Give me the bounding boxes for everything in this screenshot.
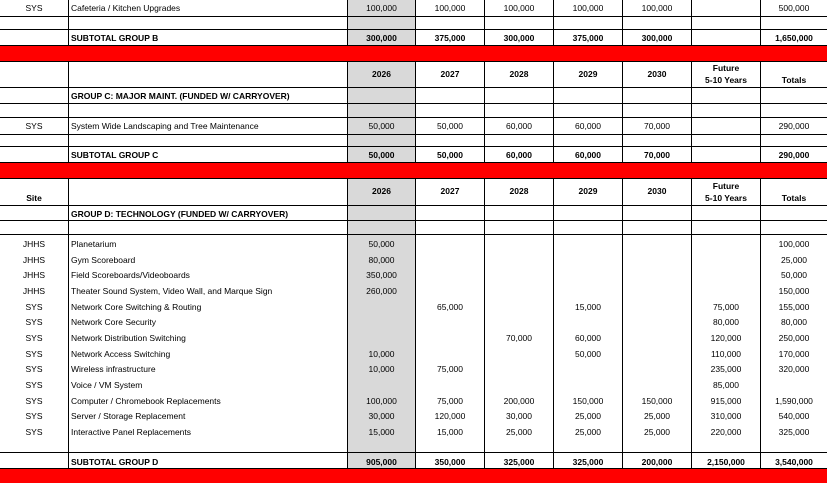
value-cell-2030 bbox=[623, 283, 691, 299]
value-cell-2028 bbox=[485, 267, 553, 283]
totals-header: Totals bbox=[781, 75, 807, 85]
description-cell: Server / Storage Replacement bbox=[71, 411, 186, 421]
value-cell-future: 75,000 bbox=[713, 302, 739, 312]
site-cell: SYS bbox=[25, 411, 43, 421]
value-cell-2029: 60,000 bbox=[575, 333, 601, 343]
year-header: 2027 bbox=[440, 186, 460, 196]
group-separator-band bbox=[0, 162, 827, 178]
value-cell-2028 bbox=[485, 377, 553, 393]
value-cell-total: 25,000 bbox=[781, 255, 807, 265]
description-cell: Cafeteria / Kitchen Upgrades bbox=[71, 3, 181, 13]
value-cell-2026: 15,000 bbox=[368, 427, 395, 437]
year-header: 2027 bbox=[440, 69, 460, 79]
subtotal-cell-2030: 200,000 bbox=[641, 457, 673, 467]
grid-line bbox=[68, 61, 69, 162]
value-cell-2030 bbox=[623, 314, 691, 330]
value-cell-future: 85,000 bbox=[713, 380, 739, 390]
subtotal-cell-2028: 325,000 bbox=[503, 457, 535, 467]
value-cell-future bbox=[692, 0, 760, 16]
site-cell: SYS bbox=[25, 317, 43, 327]
value-cell-2030 bbox=[623, 236, 691, 252]
value-cell-2027: 65,000 bbox=[437, 302, 463, 312]
value-cell-2029 bbox=[554, 361, 622, 377]
value-cell-2027 bbox=[416, 314, 484, 330]
grid-line bbox=[0, 234, 827, 235]
site-cell: JHHS bbox=[22, 270, 46, 280]
value-cell-2029: 100,000 bbox=[572, 3, 604, 13]
value-cell-2029: 150,000 bbox=[572, 396, 604, 406]
value-cell-2027 bbox=[416, 283, 484, 299]
value-cell-total: 150,000 bbox=[778, 286, 810, 296]
value-cell-2027 bbox=[416, 267, 484, 283]
value-cell-2028: 100,000 bbox=[503, 3, 535, 13]
year-header: 2030 bbox=[647, 186, 667, 196]
value-cell-total bbox=[761, 377, 827, 393]
subtotal-cell-2029: 375,000 bbox=[572, 33, 604, 43]
value-cell-2029 bbox=[554, 314, 622, 330]
site-cell: SYS bbox=[25, 349, 43, 359]
subtotal-cell-2029: 325,000 bbox=[572, 457, 604, 467]
value-cell-2027 bbox=[416, 252, 484, 268]
value-cell-2029: 25,000 bbox=[575, 411, 601, 421]
value-cell-2027: 75,000 bbox=[437, 396, 463, 406]
value-cell-2029 bbox=[554, 236, 622, 252]
value-cell-2030 bbox=[623, 252, 691, 268]
value-cell-2026: 80,000 bbox=[368, 255, 395, 265]
future-header-line2: 5-10 Years bbox=[705, 193, 747, 203]
value-cell-2028: 25,000 bbox=[506, 427, 532, 437]
group-title: GROUP D: TECHNOLOGY (FUNDED W/ CARRYOVER) bbox=[71, 209, 289, 219]
value-cell-2026: 350,000 bbox=[366, 270, 397, 280]
subtotal-cell-2027: 50,000 bbox=[437, 150, 463, 160]
grid-line bbox=[68, 178, 69, 468]
description-cell: Theater Sound System, Video Wall, and Marque Sign bbox=[71, 286, 273, 296]
value-cell-future: 235,000 bbox=[710, 364, 742, 374]
site-cell: SYS bbox=[25, 3, 43, 13]
subtotal-cell-2026: 50,000 bbox=[368, 150, 395, 160]
value-cell-2029 bbox=[554, 377, 622, 393]
value-cell-2030: 100,000 bbox=[641, 3, 673, 13]
site-cell: JHHS bbox=[22, 239, 46, 249]
value-cell-future bbox=[692, 118, 760, 134]
site-cell: SYS bbox=[25, 333, 43, 343]
future-header bbox=[692, 62, 760, 86]
description-cell: Interactive Panel Replacements bbox=[71, 427, 192, 437]
value-cell-2029: 50,000 bbox=[575, 349, 601, 359]
value-cell-2027 bbox=[416, 330, 484, 346]
value-cell-future bbox=[692, 252, 760, 268]
value-cell-2030 bbox=[623, 330, 691, 346]
value-cell-2027: 120,000 bbox=[434, 411, 466, 421]
value-cell-future: 220,000 bbox=[710, 427, 742, 437]
value-cell-2029: 25,000 bbox=[575, 427, 601, 437]
value-cell-total: 500,000 bbox=[778, 3, 810, 13]
subtotal-label: SUBTOTAL GROUP B bbox=[71, 33, 159, 43]
site-cell: SYS bbox=[25, 364, 43, 374]
subtotal-cell-2027: 375,000 bbox=[434, 33, 466, 43]
value-cell-2028: 30,000 bbox=[506, 411, 532, 421]
subtotal-label: SUBTOTAL GROUP D bbox=[71, 457, 159, 467]
subtotal-cell-2027: 350,000 bbox=[434, 457, 466, 467]
description-cell: Computer / Chromebook Replacements bbox=[71, 396, 221, 406]
totals-header: Totals bbox=[781, 193, 807, 203]
year-header: 2028 bbox=[509, 186, 529, 196]
group-title: GROUP C: MAJOR MAINT. (FUNDED W/ CARRYOVER) bbox=[71, 91, 290, 101]
value-cell-2030: 25,000 bbox=[644, 411, 670, 421]
value-cell-future: 120,000 bbox=[710, 333, 742, 343]
year-header: 2030 bbox=[647, 69, 667, 79]
site-cell: JHHS bbox=[22, 255, 46, 265]
value-cell-2028 bbox=[485, 252, 553, 268]
grid-line bbox=[0, 134, 827, 135]
description-cell: Wireless infrastructure bbox=[71, 364, 156, 374]
subtotal-cell-total: 3,540,000 bbox=[775, 457, 813, 467]
year-header: 2026 bbox=[372, 186, 391, 196]
value-cell-2026: 50,000 bbox=[368, 239, 395, 249]
value-cell-2027 bbox=[416, 346, 484, 362]
value-cell-2026 bbox=[348, 299, 415, 315]
site-cell: SYS bbox=[25, 427, 43, 437]
value-cell-2027: 100,000 bbox=[434, 3, 466, 13]
value-cell-2027 bbox=[416, 377, 484, 393]
value-cell-total: 1,590,000 bbox=[775, 396, 813, 406]
value-cell-2028 bbox=[485, 361, 553, 377]
subtotal-cell-2026: 300,000 bbox=[366, 33, 397, 43]
value-cell-2029 bbox=[554, 252, 622, 268]
value-cell-2028: 200,000 bbox=[503, 396, 535, 406]
value-cell-2027 bbox=[416, 236, 484, 252]
site-cell: SYS bbox=[25, 121, 43, 131]
grid-line bbox=[68, 0, 69, 45]
year-header: 2029 bbox=[578, 186, 598, 196]
value-cell-2026: 50,000 bbox=[368, 121, 395, 131]
subtotal-cell-future bbox=[692, 147, 760, 163]
description-cell: Voice / VM System bbox=[71, 380, 143, 390]
grid-line bbox=[0, 452, 827, 453]
site-cell: JHHS bbox=[22, 286, 46, 296]
value-cell-future: 310,000 bbox=[710, 411, 742, 421]
value-cell-2029 bbox=[554, 283, 622, 299]
subtotal-cell-total: 290,000 bbox=[778, 150, 810, 160]
value-cell-2029 bbox=[554, 267, 622, 283]
value-cell-2026 bbox=[348, 377, 415, 393]
subtotal-cell-2030: 70,000 bbox=[644, 150, 670, 160]
subtotal-cell-2030: 300,000 bbox=[641, 33, 673, 43]
site-cell: SYS bbox=[25, 396, 43, 406]
value-cell-2030 bbox=[623, 267, 691, 283]
value-cell-future: 915,000 bbox=[710, 396, 742, 406]
value-cell-2026: 10,000 bbox=[368, 364, 395, 374]
value-cell-2030: 150,000 bbox=[641, 396, 673, 406]
subtotal-cell-2028: 60,000 bbox=[506, 150, 532, 160]
value-cell-total: 250,000 bbox=[778, 333, 810, 343]
value-cell-total: 100,000 bbox=[778, 239, 810, 249]
value-cell-total: 540,000 bbox=[778, 411, 810, 421]
value-cell-2030: 70,000 bbox=[644, 121, 670, 131]
value-cell-total: 170,000 bbox=[778, 349, 810, 359]
value-cell-2026: 100,000 bbox=[366, 3, 397, 13]
site-cell: SYS bbox=[25, 302, 43, 312]
value-cell-2028 bbox=[485, 346, 553, 362]
value-cell-2028 bbox=[485, 299, 553, 315]
description-cell: Planetarium bbox=[71, 239, 117, 249]
value-cell-total: 50,000 bbox=[781, 270, 807, 280]
site-header: Site bbox=[26, 193, 42, 203]
site-cell: SYS bbox=[25, 380, 43, 390]
value-cell-total: 80,000 bbox=[781, 317, 807, 327]
group-separator-band bbox=[0, 468, 827, 483]
value-cell-2029: 15,000 bbox=[575, 302, 601, 312]
value-cell-future bbox=[692, 236, 760, 252]
value-cell-2028 bbox=[485, 314, 553, 330]
value-cell-2028: 60,000 bbox=[506, 121, 532, 131]
year-header: 2028 bbox=[509, 69, 529, 79]
value-cell-future: 80,000 bbox=[713, 317, 739, 327]
value-cell-2030 bbox=[623, 377, 691, 393]
value-cell-total: 290,000 bbox=[778, 121, 810, 131]
value-cell-2028 bbox=[485, 236, 553, 252]
subtotal-label: SUBTOTAL GROUP C bbox=[71, 150, 159, 160]
grid-line bbox=[0, 16, 827, 17]
value-cell-future: 110,000 bbox=[710, 349, 742, 359]
subtotal-cell-2028: 300,000 bbox=[503, 33, 535, 43]
value-cell-2028 bbox=[485, 283, 553, 299]
subtotal-cell-future: 2,150,000 bbox=[707, 457, 745, 467]
value-cell-2030 bbox=[623, 299, 691, 315]
grid-line bbox=[0, 178, 827, 179]
value-cell-2026: 10,000 bbox=[368, 349, 395, 359]
value-cell-total: 155,000 bbox=[778, 302, 810, 312]
value-cell-future bbox=[692, 283, 760, 299]
group-separator-band bbox=[0, 45, 827, 61]
value-cell-2027: 50,000 bbox=[437, 121, 463, 131]
description-cell: System Wide Landscaping and Tree Maintenance bbox=[71, 121, 259, 131]
description-cell: Network Access Switching bbox=[71, 349, 171, 359]
value-cell-2027: 15,000 bbox=[437, 427, 463, 437]
year-header: 2029 bbox=[578, 69, 598, 79]
value-cell-2026: 260,000 bbox=[366, 286, 397, 296]
description-cell: Network Distribution Switching bbox=[71, 333, 186, 343]
value-cell-2026 bbox=[348, 314, 415, 330]
subtotal-cell-future bbox=[692, 30, 760, 46]
value-cell-2030 bbox=[623, 346, 691, 362]
value-cell-total: 320,000 bbox=[778, 364, 810, 374]
value-cell-2029: 60,000 bbox=[575, 121, 601, 131]
future-header-line1: Future bbox=[712, 63, 740, 73]
subtotal-cell-total: 1,650,000 bbox=[775, 33, 813, 43]
year-header: 2026 bbox=[372, 69, 391, 79]
subtotal-cell-2026: 905,000 bbox=[366, 457, 397, 467]
description-cell: Network Core Security bbox=[71, 317, 157, 327]
description-cell: Gym Scoreboard bbox=[71, 255, 136, 265]
value-cell-2027: 75,000 bbox=[437, 364, 463, 374]
value-cell-future bbox=[692, 267, 760, 283]
future-header-line2: 5-10 Years bbox=[705, 75, 747, 85]
value-cell-2028: 70,000 bbox=[506, 333, 532, 343]
description-cell: Network Core Switching & Routing bbox=[71, 302, 202, 312]
future-header bbox=[692, 180, 760, 204]
description-cell: Field Scoreboards/Videoboards bbox=[71, 270, 190, 280]
value-cell-2030: 25,000 bbox=[644, 427, 670, 437]
value-cell-2026 bbox=[348, 330, 415, 346]
value-cell-2026: 30,000 bbox=[368, 411, 395, 421]
value-cell-total: 325,000 bbox=[778, 427, 810, 437]
subtotal-cell-2029: 60,000 bbox=[575, 150, 601, 160]
value-cell-2030 bbox=[623, 361, 691, 377]
future-header-line1: Future bbox=[712, 181, 740, 191]
value-cell-2026: 100,000 bbox=[366, 396, 397, 406]
